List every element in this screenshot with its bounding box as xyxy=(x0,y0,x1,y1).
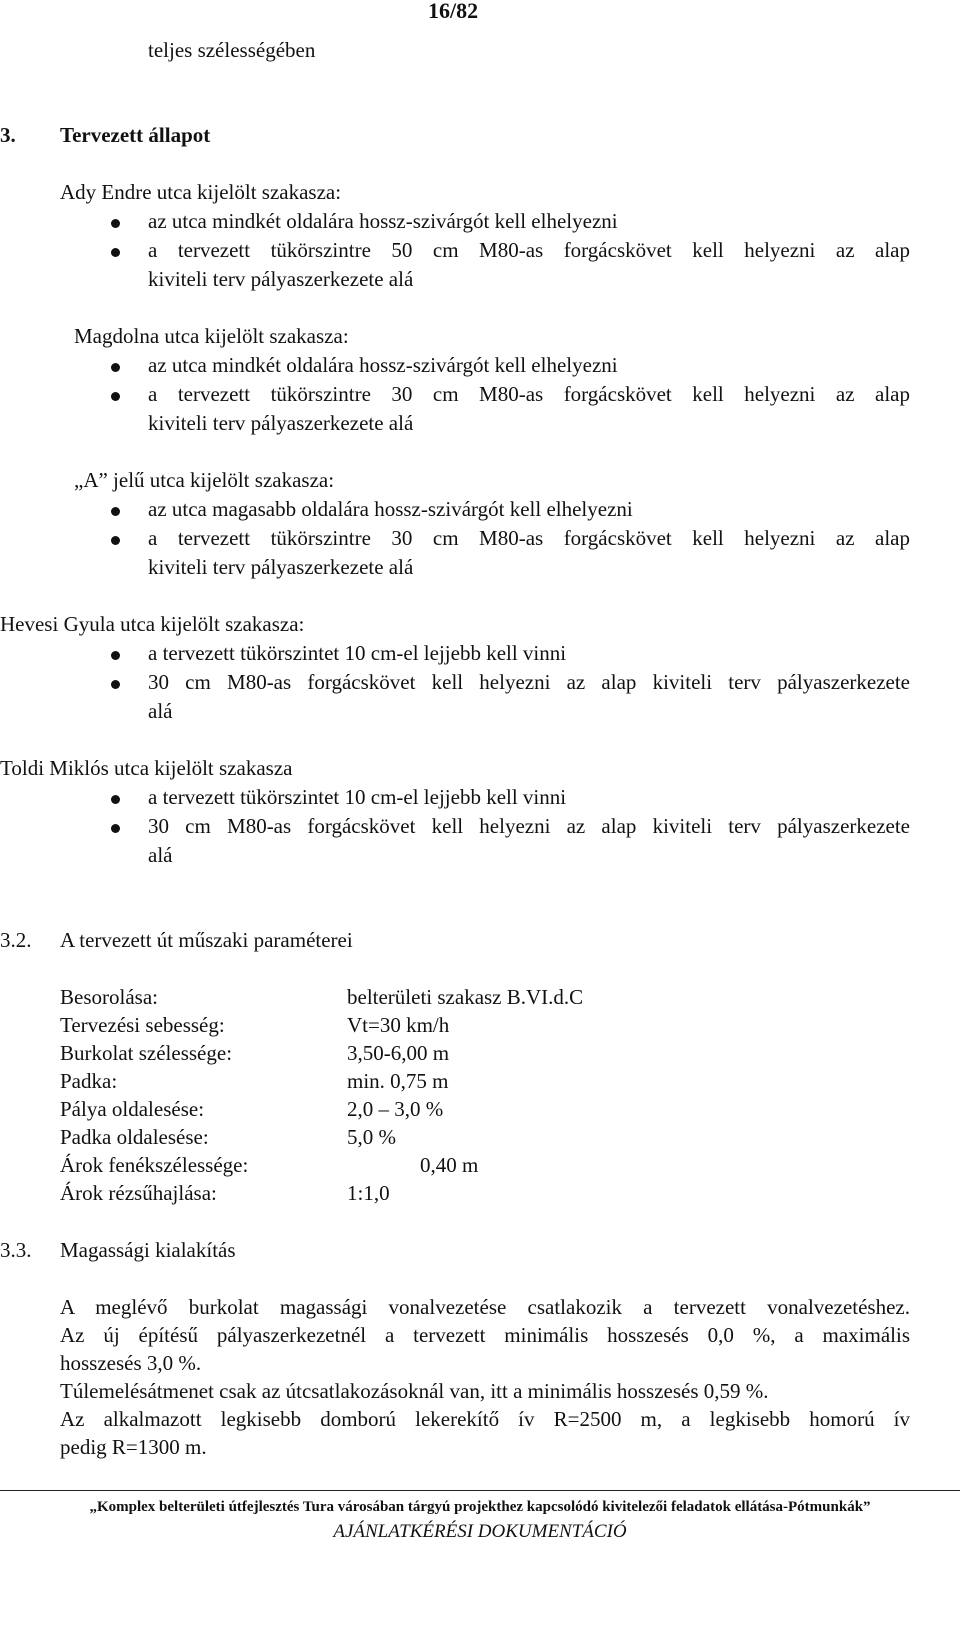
param-label: Padka: xyxy=(60,1069,118,1093)
bullet-text-continued: kiviteli terv pályaszerkezete alá xyxy=(148,411,414,435)
section-3-2-title: A tervezett út műszaki paraméterei xyxy=(60,928,353,952)
street-heading: Magdolna utca kijelölt szakasza: xyxy=(74,324,349,348)
bullet-icon xyxy=(111,680,120,689)
bullet-icon xyxy=(111,392,120,401)
param-value: Vt=30 km/h xyxy=(347,1013,450,1037)
section-3-3-title: Magassági kialakítás xyxy=(60,1238,236,1262)
paragraph-line: Az új építésű pályaszerkezetnél a tervezett minimális hosszesés 0,0 %, a maximális xyxy=(60,1323,910,1347)
paragraph-line: Túlemelésátmenet csak az útcsatlakozásoknál van, itt a minimális hosszesés 0,59 %. xyxy=(60,1379,769,1403)
footer-divider xyxy=(0,1490,960,1491)
param-label: Pálya oldalesése: xyxy=(60,1097,205,1121)
param-value: 1:1,0 xyxy=(347,1181,390,1205)
bullet-text-continued: kiviteli terv pályaszerkezete alá xyxy=(148,555,414,579)
bullet-icon xyxy=(111,824,120,833)
section-3-number: 3. xyxy=(0,123,16,147)
bullet-text: a tervezett tükörszintre 50 cm M80-as forgácskövet kell helyezni az alap xyxy=(148,238,910,262)
param-value: 5,0 % xyxy=(347,1125,396,1149)
bullet-icon xyxy=(111,795,120,804)
bullet-icon xyxy=(111,651,120,660)
bullet-icon xyxy=(111,219,120,228)
param-label: Padka oldalesése: xyxy=(60,1125,209,1149)
bullet-text-continued: alá xyxy=(148,699,173,723)
param-value: 3,50-6,00 m xyxy=(347,1041,450,1065)
bullet-icon xyxy=(111,507,120,516)
street-heading: „A” jelű utca kijelölt szakasza: xyxy=(74,468,335,492)
param-label: Burkolat szélessége: xyxy=(60,1041,233,1065)
bullet-text: az utca mindkét oldalára hossz-szivárgót kell elhelyezni xyxy=(148,353,618,377)
bullet-text: a tervezett tükörszintre 30 cm M80-as forgácskövet kell helyezni az alap xyxy=(148,382,910,406)
bullet-icon xyxy=(111,248,120,257)
bullet-text-continued: alá xyxy=(148,843,173,867)
param-value: 0,40 m xyxy=(420,1153,479,1177)
param-value: min. 0,75 m xyxy=(347,1069,449,1093)
section-3-3-number: 3.3. xyxy=(0,1238,32,1262)
page-number: 16/82 xyxy=(428,0,479,23)
bullet-text: az utca mindkét oldalára hossz-szivárgót kell elhelyezni xyxy=(148,209,618,233)
intro-text: teljes szélességében xyxy=(148,38,316,62)
bullet-text: 30 cm M80-as forgácskövet kell helyezni az alap kiviteli terv pályaszerkezete xyxy=(148,670,910,694)
footer-project-line: „Komplex belterületi útfejlesztés Tura városában tárgyú projekthez kapcsolódó kivitelezői feladatok ellátása-Pótmunkák” xyxy=(89,1499,871,1515)
section-3-title: Tervezett állapot xyxy=(60,123,211,147)
bullet-text: az utca magasabb oldalára hossz-szivárgót kell elhelyezni xyxy=(148,497,633,521)
param-label: Besorolása: xyxy=(60,985,158,1009)
street-heading: Toldi Miklós utca kijelölt szakasza xyxy=(0,756,293,780)
footer-doc-type: AJÁNLATKÉRÉSI DOKUMENTÁCIÓ xyxy=(333,1521,627,1542)
street-heading: Ady Endre utca kijelölt szakasza: xyxy=(60,180,342,204)
paragraph-line: hosszesés 3,0 %. xyxy=(60,1351,202,1375)
bullet-text: a tervezett tükörszintet 10 cm-el lejjebb kell vinni xyxy=(148,641,567,665)
street-heading: Hevesi Gyula utca kijelölt szakasza: xyxy=(0,612,305,636)
paragraph-line: A meglévő burkolat magassági vonalvezetése csatlakozik a tervezett vonalvezetéshez. xyxy=(60,1295,910,1319)
paragraph-line: pedig R=1300 m. xyxy=(60,1435,207,1459)
param-value: 2,0 – 3,0 % xyxy=(347,1097,444,1121)
param-label: Árok fenékszélessége: xyxy=(60,1153,249,1177)
param-label: Tervezési sebesség: xyxy=(60,1013,225,1037)
bullet-text: 30 cm M80-as forgácskövet kell helyezni az alap kiviteli terv pályaszerkezete xyxy=(148,814,910,838)
section-3-2-number: 3.2. xyxy=(0,928,32,952)
param-value: belterületi szakasz B.VI.d.C xyxy=(347,985,584,1009)
bullet-text-continued: kiviteli terv pályaszerkezete alá xyxy=(148,267,414,291)
bullet-icon xyxy=(111,363,120,372)
param-label: Árok rézsűhajlása: xyxy=(60,1181,217,1205)
bullet-icon xyxy=(111,536,120,545)
bullet-text: a tervezett tükörszintre 30 cm M80-as forgácskövet kell helyezni az alap xyxy=(148,526,910,550)
bullet-text: a tervezett tükörszintet 10 cm-el lejjebb kell vinni xyxy=(148,785,567,809)
paragraph-line: Az alkalmazott legkisebb domború lekerekítő ív R=2500 m, a legkisebb homorú ív xyxy=(60,1407,910,1431)
